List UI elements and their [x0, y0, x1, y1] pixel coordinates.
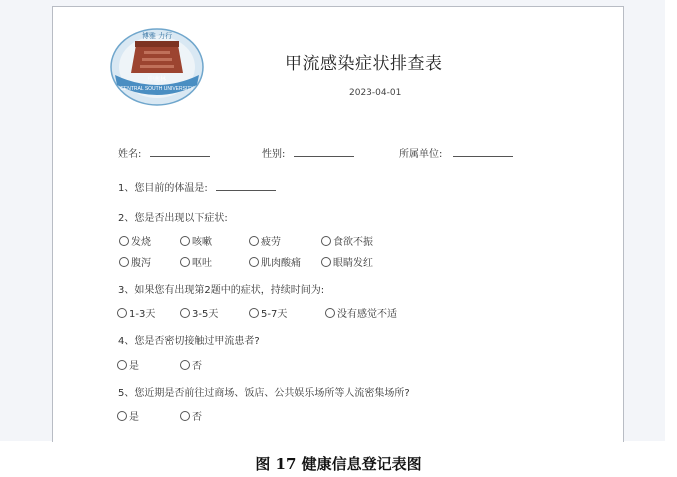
crowd-no-option[interactable]: 否	[180, 408, 202, 423]
unit-blank[interactable]	[453, 156, 513, 157]
question-5-label: 5、您近期是否前往过商场、饭店、公共娱乐场所等人流密集场所?	[118, 388, 410, 399]
question-3-label: 3、如果您有出现第2题中的症状，持续时间为:	[118, 285, 325, 296]
radio-button[interactable]	[180, 257, 190, 267]
radio-button[interactable]	[117, 360, 127, 370]
radio-button[interactable]	[117, 308, 127, 318]
radio-button[interactable]	[249, 257, 259, 267]
radio-button[interactable]	[180, 236, 190, 246]
symptom-option[interactable]: 肌肉酸痛	[249, 254, 301, 269]
duration-option[interactable]: 1-3天	[117, 305, 155, 320]
symptom-option[interactable]: 呕吐	[180, 254, 212, 269]
radio-button[interactable]	[180, 411, 190, 421]
duration-option[interactable]: 3-5天	[180, 305, 218, 320]
contact-no-option[interactable]: 否	[180, 357, 202, 372]
radio-button[interactable]	[180, 360, 190, 370]
radio-button[interactable]	[325, 308, 335, 318]
radio-button[interactable]	[119, 236, 129, 246]
radio-button[interactable]	[321, 236, 331, 246]
figure-caption: 图 17 健康信息登记表图	[255, 455, 422, 473]
university-logo	[109, 23, 205, 107]
symptom-option[interactable]: 眼睛发红	[321, 254, 373, 269]
radio-button[interactable]	[249, 236, 259, 246]
symptom-option[interactable]: 疲劳	[249, 233, 281, 248]
question-1-label: 1、您目前的体温是:	[118, 183, 208, 194]
question-4-label: 4、您是否密切接触过甲流患者?	[118, 336, 260, 347]
symptom-option[interactable]: 发烧	[119, 233, 151, 248]
crowd-yes-option[interactable]: 是	[117, 408, 139, 423]
symptom-option[interactable]: 腹泻	[119, 254, 151, 269]
symptom-option[interactable]: 咳嗽	[180, 233, 212, 248]
form-date: 2023-04-01	[349, 88, 402, 98]
gender-blank[interactable]	[294, 156, 354, 157]
duration-option[interactable]: 5-7天	[249, 305, 287, 320]
question-2-label: 2、您是否出现以下症状:	[118, 213, 228, 224]
unit-label: 所属单位:	[399, 149, 443, 160]
gender-label: 性别:	[262, 149, 286, 160]
radio-button[interactable]	[321, 257, 331, 267]
radio-button[interactable]	[119, 257, 129, 267]
radio-button[interactable]	[180, 308, 190, 318]
svg-text:博雅 力行: 博雅 力行	[141, 32, 173, 40]
radio-button[interactable]	[117, 411, 127, 421]
duration-option[interactable]: 没有感觉不适	[325, 305, 397, 320]
radio-button[interactable]	[249, 308, 259, 318]
svg-text:CENTRAL SOUTH UNIVERSITY: CENTRAL SOUTH UNIVERSITY	[120, 86, 194, 92]
form-sheet	[52, 6, 624, 442]
symptom-option[interactable]: 食欲不振	[321, 233, 373, 248]
form-title: 甲流感染症状排查表	[285, 54, 443, 74]
svg-text:中南林: 中南林	[147, 76, 167, 83]
temperature-blank[interactable]	[216, 190, 276, 191]
contact-yes-option[interactable]: 是	[117, 357, 139, 372]
name-label: 姓名:	[118, 149, 142, 160]
name-blank[interactable]	[150, 156, 210, 157]
